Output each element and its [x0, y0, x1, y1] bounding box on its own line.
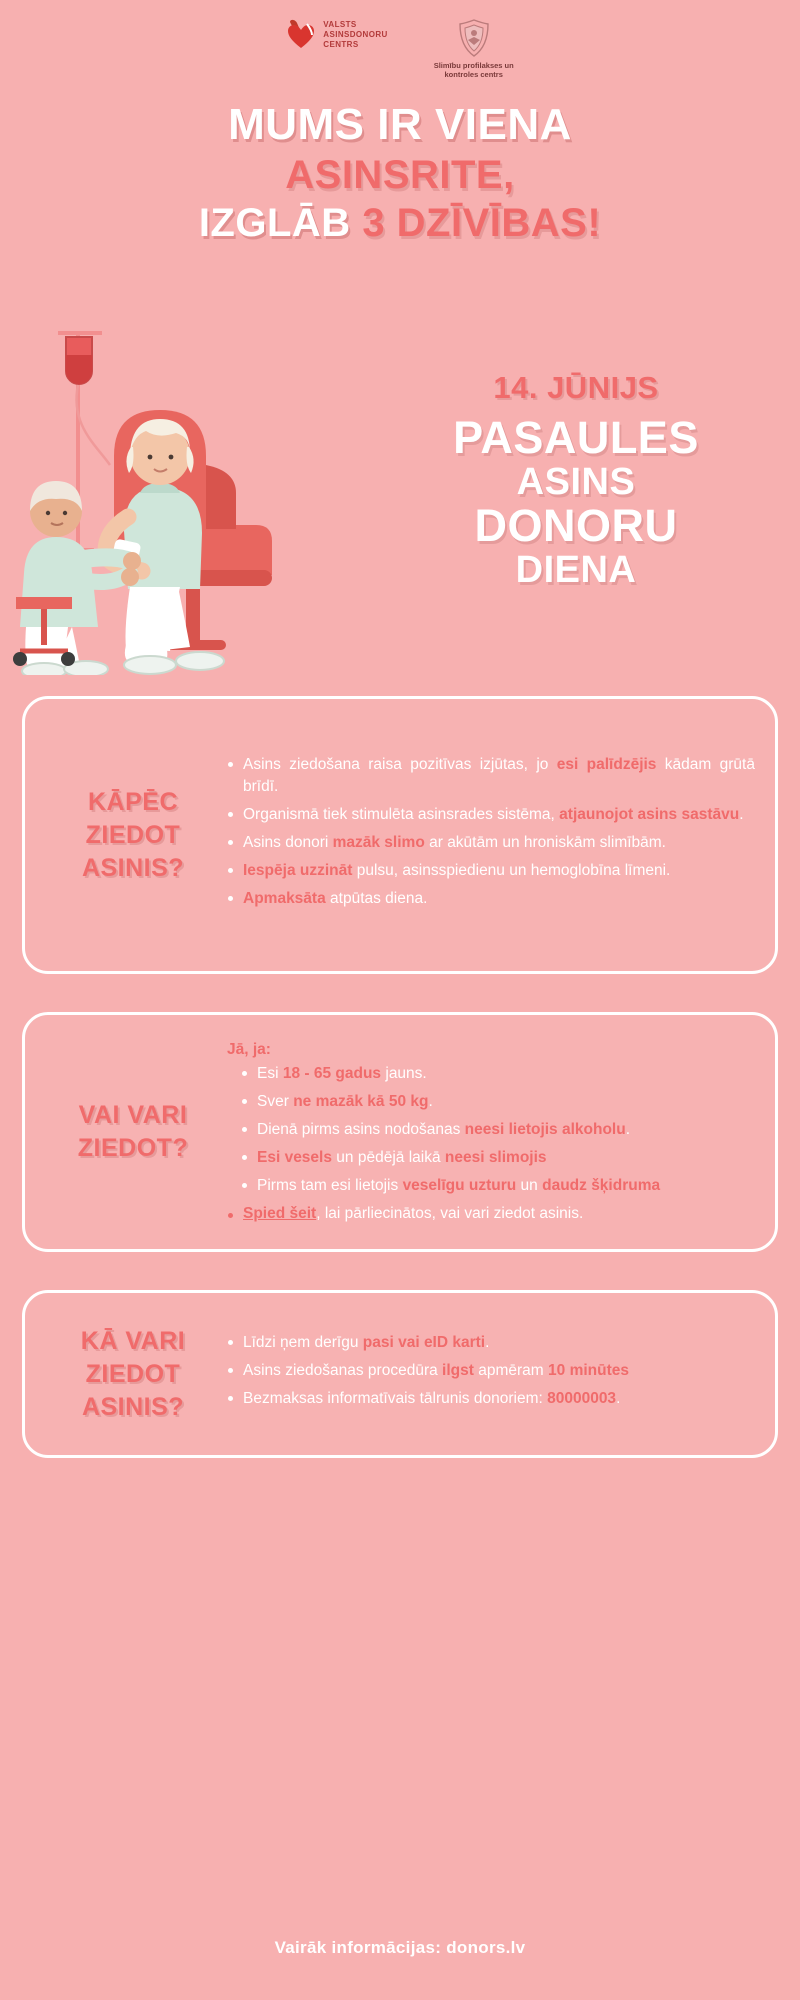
- text-run: .: [625, 1121, 631, 1138]
- highlighted-text: daudz šķidruma: [542, 1177, 661, 1194]
- text-run: jauns.: [381, 1065, 427, 1082]
- text-run: , lai pārliecinātos, vai vari ziedot asinis.: [316, 1205, 584, 1222]
- logo-vadc-text: [323, 20, 387, 51]
- list-item: [225, 888, 755, 910]
- headline-line-1: MUMS IR VIENA: [228, 100, 572, 149]
- text-run: Asins ziedošanas procedūra: [243, 1362, 443, 1379]
- can-donate-check-link-row[interactable]: [225, 1205, 755, 1223]
- logo-bar: [0, 18, 800, 80]
- text-run: Esi: [257, 1065, 283, 1082]
- card-how-to-donate-body: [221, 1332, 755, 1416]
- text-run: , ja:: [244, 1041, 271, 1058]
- event-title-line-4: DIENA: [515, 548, 637, 591]
- footer-more-info[interactable]: Vairāk informācijas: donors.lv: [274, 1938, 526, 1957]
- card-can-you-donate-body: [221, 1041, 755, 1223]
- blood-donation-illustration: [10, 315, 340, 675]
- event-title-line-1: PASAULES: [453, 412, 699, 463]
- logo-spkc-text: [434, 61, 514, 80]
- list-item: [225, 1360, 755, 1382]
- text-run: Līdzi ņem derīgu: [243, 1334, 363, 1351]
- text-run: Asins donori: [243, 834, 333, 851]
- logo-vadc-line3: CENTRS: [323, 40, 359, 50]
- highlighted-text: 18 - 65 gadus: [282, 1065, 382, 1082]
- list-item: [225, 832, 755, 854]
- logo-spkc-line1: Slimību profilakses un: [433, 61, 514, 70]
- highlighted-text: neesi lietojis alkoholu: [464, 1121, 626, 1138]
- text-run: ar akūtām un hroniskām slimībām.: [424, 834, 666, 851]
- event-title: [386, 414, 766, 590]
- highlighted-text: mazāk slimo: [332, 834, 425, 851]
- headline-line-2: ASINSRITE,: [285, 152, 515, 197]
- list-item: [225, 754, 755, 798]
- text-run: atpūtas diena.: [325, 890, 428, 907]
- text-run: Sver: [257, 1093, 294, 1110]
- highlighted-text: 80000003: [547, 1390, 617, 1407]
- how-donate-list: [225, 1332, 755, 1410]
- bullet-dot: [228, 1213, 233, 1218]
- event-date: 14. JŪNIJS: [493, 370, 659, 405]
- highlighted-text: atjaunojot asins sastāvu: [559, 806, 740, 823]
- highlighted-text: esi palīdzējis: [556, 756, 657, 773]
- highlighted-text: ne mazāk kā 50 kg: [293, 1093, 429, 1110]
- event-title-line-3: DONORU: [474, 499, 678, 551]
- card-how-to-donate-label: KĀ VARI ZIEDOT ASINIS?: [80, 1326, 186, 1421]
- card-how-to-donate: [22, 1290, 778, 1458]
- logo-spkc-line2: kontroles centrs: [444, 70, 503, 80]
- list-item: [225, 804, 755, 826]
- event-title-line-2: ASINS: [516, 460, 636, 503]
- card-why-donate: [22, 696, 778, 974]
- text-run: Asins ziedošana raisa pozitīvas izjūtas, jo: [243, 756, 557, 773]
- card-can-you-donate-label: VAI VARI ZIEDOT?: [77, 1101, 189, 1162]
- logo-valsts-asinsdonoru-centrs: [286, 18, 387, 52]
- headline-line-3-red: 3 DZĪVĪBAS!: [362, 200, 602, 245]
- list-item: [225, 1388, 755, 1410]
- text-run: Bezmaksas informatīvais tālrunis donoriem:: [243, 1390, 548, 1407]
- list-item: [239, 1175, 755, 1197]
- text-run: .: [616, 1390, 621, 1407]
- eligibility-check-link[interactable]: Spied šeit: [243, 1205, 317, 1222]
- highlighted-text: ilgst: [442, 1362, 474, 1379]
- blood-drop-heart-icon: [286, 18, 316, 52]
- list-item: [239, 1091, 755, 1113]
- list-item: [239, 1063, 755, 1085]
- text-run: pulsu, asinsspiedienu un hemoglobīna līmeni.: [352, 862, 671, 879]
- logo-vadc-line2: ASINSDONORU: [323, 29, 388, 39]
- list-item: [225, 860, 755, 882]
- text-run: kādam grūtā brīdī.: [243, 756, 755, 795]
- highlighted-text: Jā: [227, 1041, 245, 1058]
- card-can-you-donate: [22, 1012, 778, 1252]
- highlighted-text: 10 minūtes: [548, 1362, 629, 1379]
- logo-vadc-line1: VALSTS: [323, 19, 357, 29]
- text-run: .: [428, 1093, 433, 1110]
- headline-line-3-white: IZGLĀB: [198, 200, 351, 245]
- text-run: Dienā pirms asins nodošanas: [257, 1121, 465, 1138]
- logo-slimibu-profilakses-centrs: [434, 18, 514, 80]
- highlighted-text: Esi vesels: [257, 1149, 332, 1166]
- main-headline: [0, 100, 800, 247]
- why-donate-list: [225, 754, 755, 910]
- highlighted-text: veselīgu uzturu: [402, 1177, 517, 1194]
- text-run: Pirms tam esi lietojis: [257, 1177, 403, 1194]
- event-title-block: [386, 370, 766, 590]
- text-run: un pēdējā laikā: [331, 1149, 445, 1166]
- can-donate-list: [239, 1063, 755, 1197]
- list-item: [239, 1147, 755, 1169]
- text-run: .: [739, 806, 744, 823]
- highlighted-text: neesi slimojis: [444, 1149, 547, 1166]
- headline-line-3: [0, 199, 800, 247]
- highlighted-text: pasi vai eID karti: [362, 1334, 486, 1351]
- coat-of-arms-icon: [457, 18, 491, 58]
- can-donate-intro: [227, 1041, 755, 1059]
- text-run: .: [485, 1334, 490, 1351]
- card-why-donate-label: KĀPĒC ZIEDOT ASINIS?: [81, 787, 185, 882]
- text-run: un: [516, 1177, 543, 1194]
- highlighted-text: Iespēja uzzināt: [243, 862, 353, 879]
- card-why-donate-body: [221, 754, 755, 916]
- list-item: [239, 1119, 755, 1141]
- text-run: apmēram: [473, 1362, 549, 1379]
- highlighted-text: Apmaksāta: [243, 890, 326, 907]
- list-item: [225, 1332, 755, 1354]
- text-run: Organismā tiek stimulēta asinsrades sistēma,: [243, 806, 560, 823]
